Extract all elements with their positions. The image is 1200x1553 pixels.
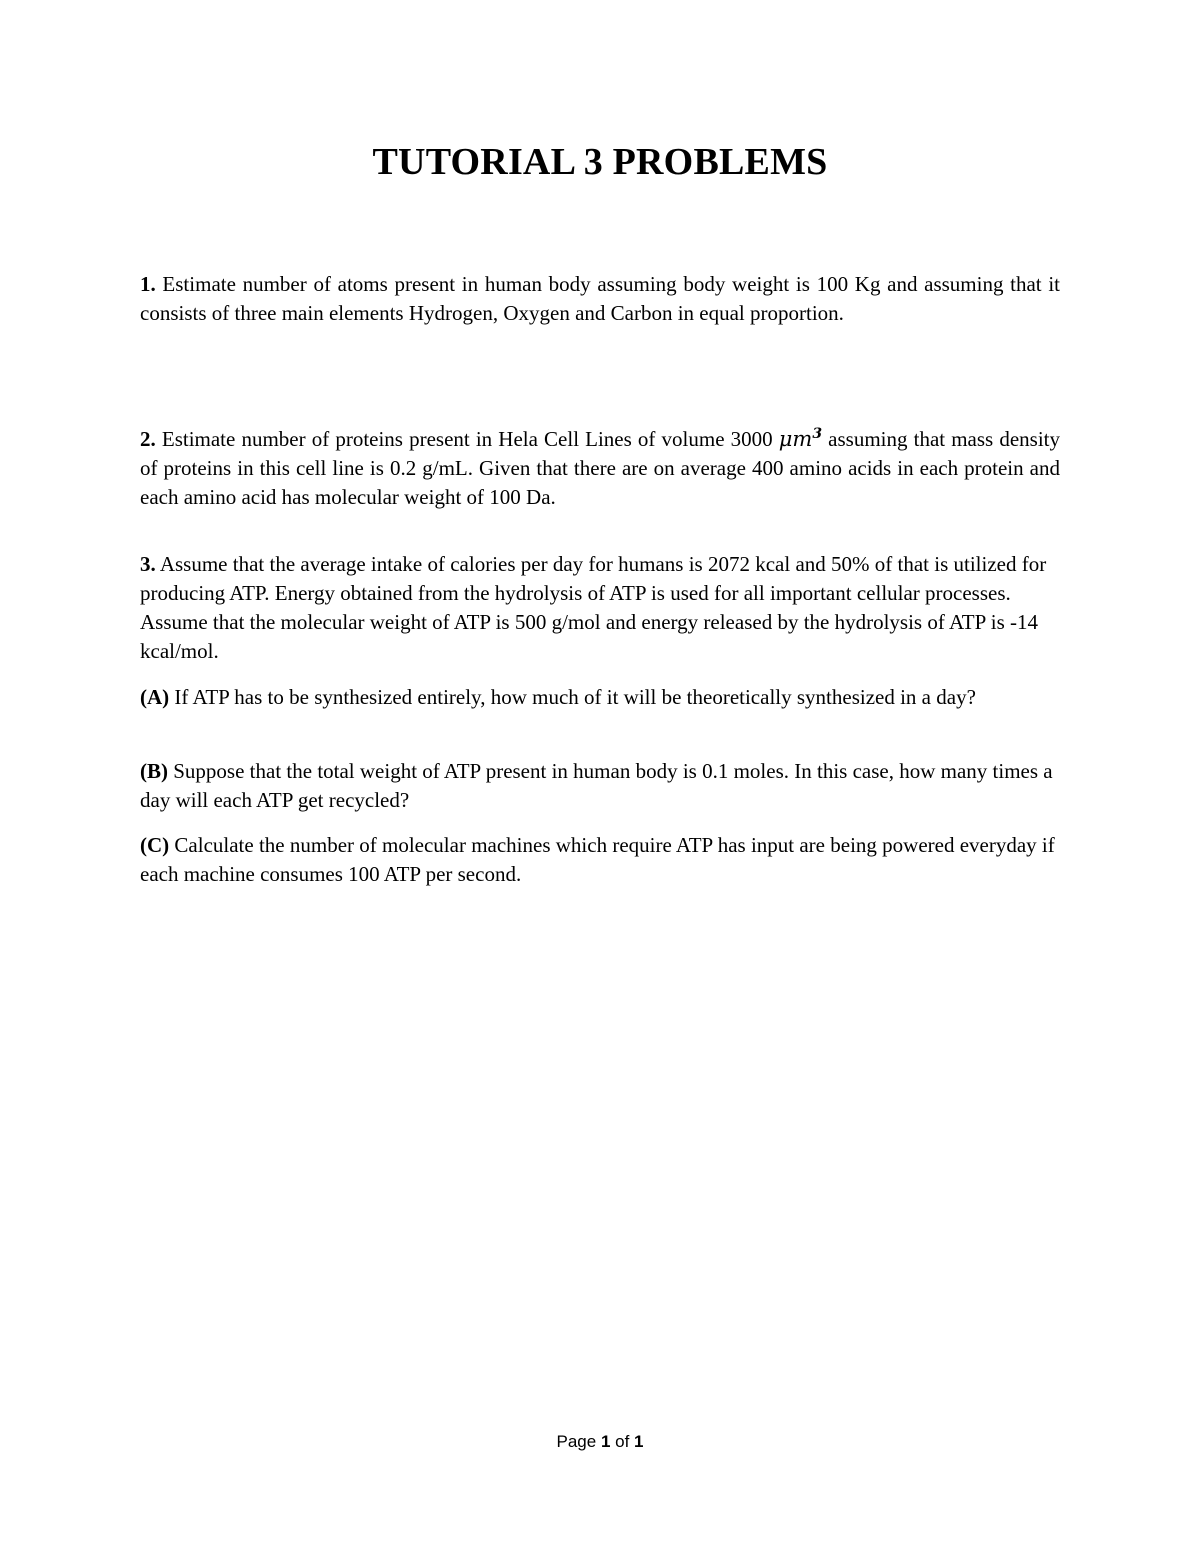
subpart-text: Calculate the number of molecular machines which require ATP has input are being powered everyday if each machine consumes 100 ATP per second. bbox=[140, 833, 1055, 886]
subpart-label: (C) bbox=[140, 833, 170, 857]
page-title: TUTORIAL 3 PROBLEMS bbox=[372, 141, 828, 183]
page-footer bbox=[0, 1432, 1200, 1452]
subpart-text: If ATP has to be synthesized entirely, how much of it will be theoretically synthesized in a day? bbox=[169, 685, 976, 709]
problem-text: Estimate number of proteins present in Hela Cell Lines of volume 3000 bbox=[155, 427, 779, 451]
subpart-text: Suppose that the total weight of ATP present in human body is 0.1 moles. In this case, how many times a day will each ATP get recycled? bbox=[140, 759, 1053, 812]
problem-text-continued: assuming that mass density of proteins in this cell line is 0.2 g/mL. Given that there are on average 400 amino acids in each protein and each amino acid has molecular weight of 100 Da. bbox=[140, 427, 1060, 509]
problem-number: 1. bbox=[140, 272, 156, 296]
footer-page-total: 1 bbox=[634, 1432, 644, 1451]
unit-exponent: 3 bbox=[812, 426, 823, 442]
footer-page-number: 1 bbox=[600, 1432, 611, 1451]
problem-number: 3. bbox=[140, 552, 156, 576]
subpart-label: (A) bbox=[140, 685, 170, 709]
problem-2 bbox=[140, 420, 1060, 512]
subpart-c bbox=[140, 831, 1060, 889]
volume-unit bbox=[779, 427, 822, 451]
unit-base: μm bbox=[778, 427, 813, 451]
problem-1 bbox=[140, 270, 1060, 328]
subpart-b bbox=[140, 757, 1060, 815]
subpart-label: (B) bbox=[140, 759, 168, 783]
footer-of-word: of bbox=[610, 1432, 635, 1451]
problem-3 bbox=[140, 550, 1060, 666]
problem-number: 2. bbox=[140, 427, 156, 451]
footer-page-word: Page bbox=[556, 1432, 601, 1451]
problem-text: Assume that the average intake of calories per day for humans is 2072 kcal and 50% of that is utilized for producing ATP. Energy obtained from the hydrolysis of ATP is used for all important cellular processes. Assume that the molecular weight of ATP is 500 g/mol and energy released by the hydrolysis of ATP is -14 kcal/mol. bbox=[140, 552, 1047, 663]
problem-text: Estimate number of atoms present in human body assuming body weight is 100 Kg and assuming that it consists of three main elements Hydrogen, Oxygen and Carbon in equal proportion. bbox=[140, 272, 1060, 325]
subpart-a bbox=[140, 683, 1060, 712]
